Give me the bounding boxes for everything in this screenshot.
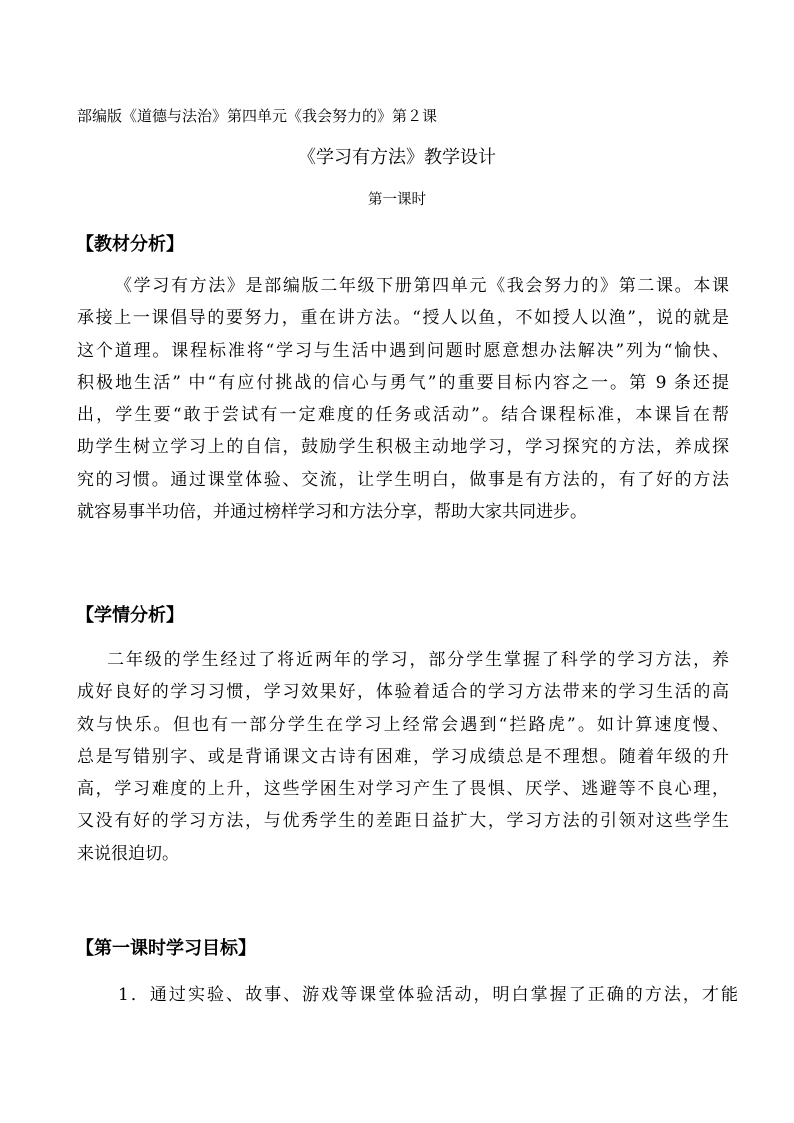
document-title: 《学习有方法》教学设计 <box>298 147 496 168</box>
section-heading-learning-goals: 【第一课时学习目标】 <box>76 938 256 959</box>
paragraph-line: 助学生树立学习上的自信，鼓励学生积极主动地学习，学习探究的方法，养成探 <box>77 437 729 458</box>
paragraph-line: 总是写错别字、或是背诵课文古诗有困难，学习成绩总是不理想。随着年级的升 <box>77 746 729 767</box>
paragraph-line: 究的习惯。通过课堂体验、交流，让学生明白，做事是有方法的，有了好的方法 <box>77 469 729 490</box>
paragraph-line: 《学习有方法》是部编版二年级下册第四单元《我会努力的》第二课。本课 <box>115 276 729 296</box>
paragraph-line: 成好良好的学习习惯，学习效果好，体验着适合的学习方法带来的学习生活的高 <box>77 682 729 703</box>
paragraph-line: 积极地生活” 中“有应付挑战的信心与勇气”的重要目标内容之一。第 9 条还提 <box>77 372 729 393</box>
learner-analysis-paragraph <box>77 644 729 870</box>
paragraph-line: 承接上一课倡导的要努力，重在讲方法。“授人以鱼，不如授人以渔”，说的就是 <box>77 308 729 329</box>
section-heading-learner-analysis: 【学情分析】 <box>76 605 184 626</box>
paragraph-line: 又没有好的学习方法，与优秀学生的差距日益扩大，学习方法的引领对这些学生 <box>77 811 729 832</box>
document-subtitle: 第一课时 <box>368 192 426 208</box>
material-analysis-paragraph <box>77 270 729 528</box>
paragraph-line: 这个道理。课程标准将“学习与生活中遇到问题时愿意想办法解决”列为“愉快、 <box>77 340 729 361</box>
paragraph-line: 就容易事半功倍，并通过榜样学习和方法分享，帮助大家共同进步。 <box>77 502 587 523</box>
lesson-source-line: 部编版《道德与法治》第四单元《我会努力的》第２课 <box>77 107 438 125</box>
paragraph-line: 二年级的学生经过了将近两年的学习，部分学生掌握了科学的学习方法，养 <box>107 650 729 670</box>
learning-goal-item: 1．通过实验、故事、游戏等课堂体验活动，明白掌握了正确的方法，才能 <box>118 985 738 1005</box>
paragraph-line: 高，学习难度的上升，这些学困生对学习产生了畏惧、厌学、逃避等不良心理， <box>77 779 729 800</box>
paragraph-line: 来说很迫切。 <box>77 843 179 864</box>
paragraph-line: 效与快乐。但也有一部分学生在学习上经常会遇到“拦路虎”。如计算速度慢、 <box>77 714 729 735</box>
section-heading-material-analysis: 【教材分析】 <box>76 234 184 255</box>
paragraph-line: 出，学生要“敢于尝试有一定难度的任务或活动”。结合课程标准，本课旨在帮 <box>77 405 729 426</box>
